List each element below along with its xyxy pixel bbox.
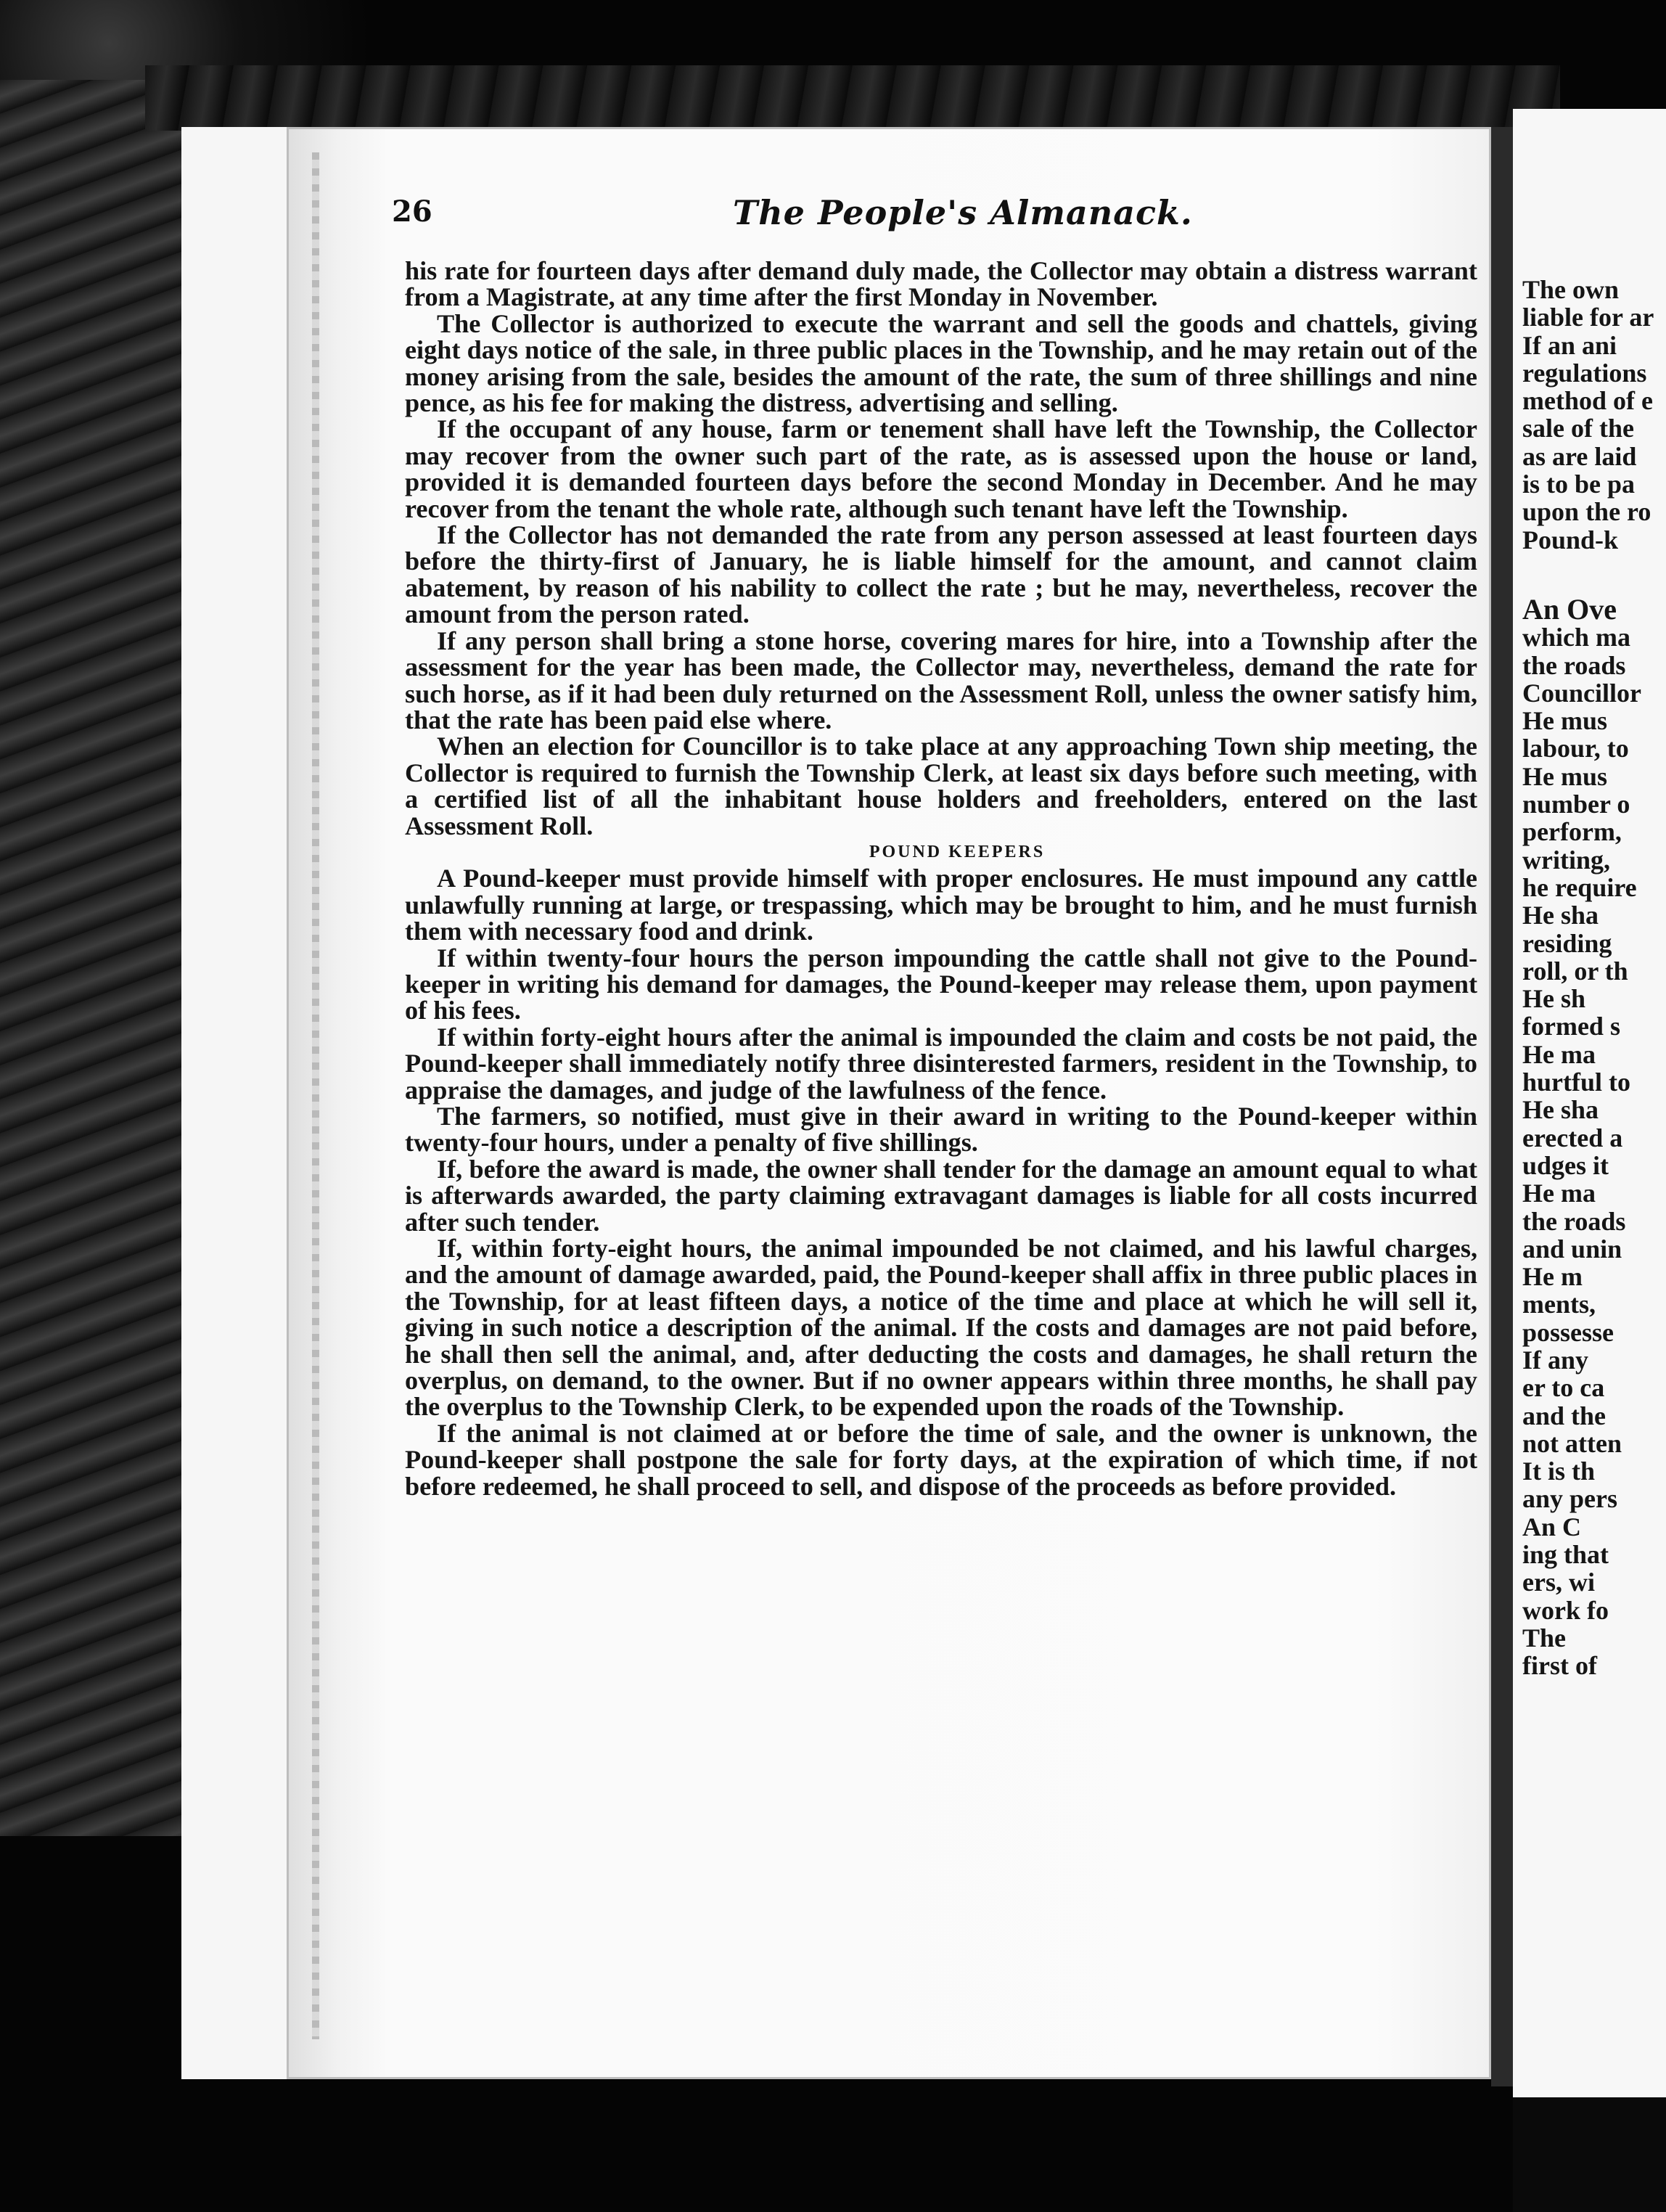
right-line: The [1522, 1623, 1567, 1652]
right-line: He ma [1522, 1039, 1596, 1069]
right-line: erected a [1522, 1123, 1623, 1152]
paragraph: If any person shall bring a stone horse, covering mares for hire, into a Township after the assessment for the year has been made, the Collector may, nevertheless, demand the rate for such horse, as if it had been duly returned on the Assessment Roll, unless the owner satisfy him, that the rate has been paid else where. [405, 626, 1477, 734]
paragraph: If, before the award is made, the owner shall tender for the damage an amount equal to what is afterwards awarded, the party claiming extravagant damages is liable for all costs incurred after such tender. [405, 1154, 1477, 1237]
paragraph: The Collector is authorized to execute the warrant and sell the goods and chattels, giving eight days notice of the sale, in three public places in the Township, and he may retain out of the money arising from the sale, besides the amount of the rate, the sum of three shillings and nine pence, as his fee for making the distress, advertising and selling. [405, 308, 1477, 418]
paragraph: If the animal is not claimed at or before the time of sale, and the owner is unknown, the Pound-keeper shall postpone the sale for forty days, at the expiration of which time, if not before redeemed, he shall proceed to sell, and dispose of the proceeds as before provided. [405, 1418, 1477, 1501]
paragraph: his rate for fourteen days after demand duly made, the Collector may obtain a distress warrant from a Magistrate, at any time after the first Monday in November. [405, 256, 1477, 312]
right-line: He ma [1522, 1179, 1596, 1208]
running-title: The People's Almanack. [733, 193, 1193, 232]
right-line: If any [1522, 1345, 1589, 1375]
right-line: labour, to [1522, 734, 1629, 763]
right-line: He sh [1522, 984, 1586, 1014]
right-line: any pers [1522, 1484, 1618, 1514]
right-line: udges it [1522, 1150, 1609, 1180]
right-line: liable for ar [1522, 303, 1654, 332]
binding-edge [0, 80, 189, 1836]
right-line: He mus [1522, 761, 1607, 791]
right-line: method of e [1522, 386, 1653, 416]
right-line: upon the ro [1522, 497, 1651, 527]
right-line: perform, [1522, 817, 1622, 847]
right-gap [1522, 554, 1666, 596]
page-header [392, 194, 1480, 238]
paragraph: If the occupant of any house, farm or tenement shall have left the Township, the Collector may recover from the owner such part of the rate, as is assessed upon the house or land, provided it is demanded fourteen days before the second Monday in December. And he may recover from the tenant the whole rate, although such tenant have left the Township. [405, 414, 1477, 523]
right-line: number o [1522, 790, 1630, 819]
right-line: The own [1522, 276, 1620, 304]
right-line: formed s [1522, 1012, 1620, 1041]
paragraph: If, within forty-eight hours, the animal impounded be not claimed, and his lawful charges, and the amount of damage awarded, paid, the Pound-keeper shall affix in three public places in the Township, for at least fifteen days, a notice of the time and place at which he will sell it, giving in such notice a description of the animal. If the costs and damages are not paid before, he shall then sell the animal, and, after deducting the costs and damages, he shall return the overplus, on demand, to the owner. But if no owner appears within three months, he shall pay the overplus to the Township Clerk, to be expended upon the roads of the Township. [405, 1234, 1477, 1422]
right-line: er to ca [1522, 1373, 1605, 1403]
paragraph: The farmers, so notified, must give in their award in writing to the Pound-keeper within twenty-four hours, under a penalty of five shillings. [405, 1102, 1477, 1158]
right-line: is to be pa [1522, 470, 1636, 499]
right-line: which ma [1522, 623, 1631, 652]
page-number: 26 [392, 194, 432, 229]
book-gutter [1491, 127, 1513, 2086]
right-line: If an ani [1522, 330, 1617, 360]
paragraph: If within forty-eight hours after the animal is impounded the claim and costs be not paid, the Pound-keeper shall immediately notify three disinterested farmers, resident in the Township, to appraise the damages, and judge of the lawfulness of the fence. [405, 1022, 1477, 1105]
right-page-shadow [1513, 2097, 1666, 2212]
right-line: possesse [1522, 1317, 1614, 1347]
top-binding-edge [145, 65, 1560, 131]
right-line: He m [1522, 1262, 1583, 1292]
right-line: He mus [1522, 706, 1607, 736]
right-line: and unin [1522, 1234, 1622, 1263]
right-line: sale of the [1522, 414, 1634, 443]
right-line: residing [1522, 928, 1612, 958]
page-fold-shadow [312, 152, 319, 2039]
right-line: first of [1522, 1651, 1597, 1680]
right-line: roll, or th [1522, 956, 1628, 986]
right-line: not atten [1522, 1428, 1622, 1458]
right-line: work fo [1522, 1595, 1609, 1625]
right-line: and the [1522, 1401, 1606, 1430]
paragraph: When an election for Councillor is to take place at any approaching Town ship meeting, the Collector is required to furnish the Township Clerk, at least six days before such meeting, with a certified list of all the inhabitant house holders and freeholders, entered on the last Assessment Roll. [405, 732, 1477, 840]
body-text [405, 258, 1477, 1499]
right-line: he require [1522, 872, 1637, 902]
right-line: An Ove [1522, 592, 1617, 626]
paragraph: A Pound-keeper must provide himself with proper enclosures. He must impound any cattle unlawfully running at large, or trespassing, which may be brought to him, and he must furnish them with necessary food and drink. [405, 864, 1477, 946]
right-line: ers, wi [1522, 1568, 1595, 1597]
right-line: the roads [1522, 650, 1626, 680]
paragraph: If within twenty-four hours the person impounding the cattle shall not give to the Pound-keeper in writing his demand for damages, the Pound-keeper may release them, upon payment of his fees. [405, 943, 1477, 1025]
right-line: It is th [1522, 1457, 1596, 1486]
right-page-text [1522, 276, 1666, 1680]
right-line: He sha [1522, 901, 1599, 930]
paragraph: If the Collector has not demanded the rate from any person assessed at least fourteen days before the thirty-first of January, he is liable himself for the amount, and cannot claim abatement, by reason of his nability to collect the rate ; but he may, nevertheless, recover the amount from the person rated. [405, 520, 1477, 629]
right-line: ing that [1522, 1540, 1609, 1570]
right-line: Pound-k [1522, 525, 1619, 554]
right-line: He sha [1522, 1095, 1599, 1125]
section-heading: POUND KEEPERS [869, 842, 1046, 861]
right-line: regulations [1522, 358, 1647, 388]
page-edge [181, 127, 298, 2079]
right-line: Councillor [1522, 678, 1642, 708]
right-line: writing, [1522, 845, 1610, 874]
right-line: the roads [1522, 1206, 1626, 1236]
right-line: hurtful to [1522, 1068, 1631, 1097]
right-line: An C [1522, 1512, 1582, 1541]
right-line: as are laid [1522, 441, 1637, 471]
right-line: ments, [1522, 1290, 1596, 1319]
